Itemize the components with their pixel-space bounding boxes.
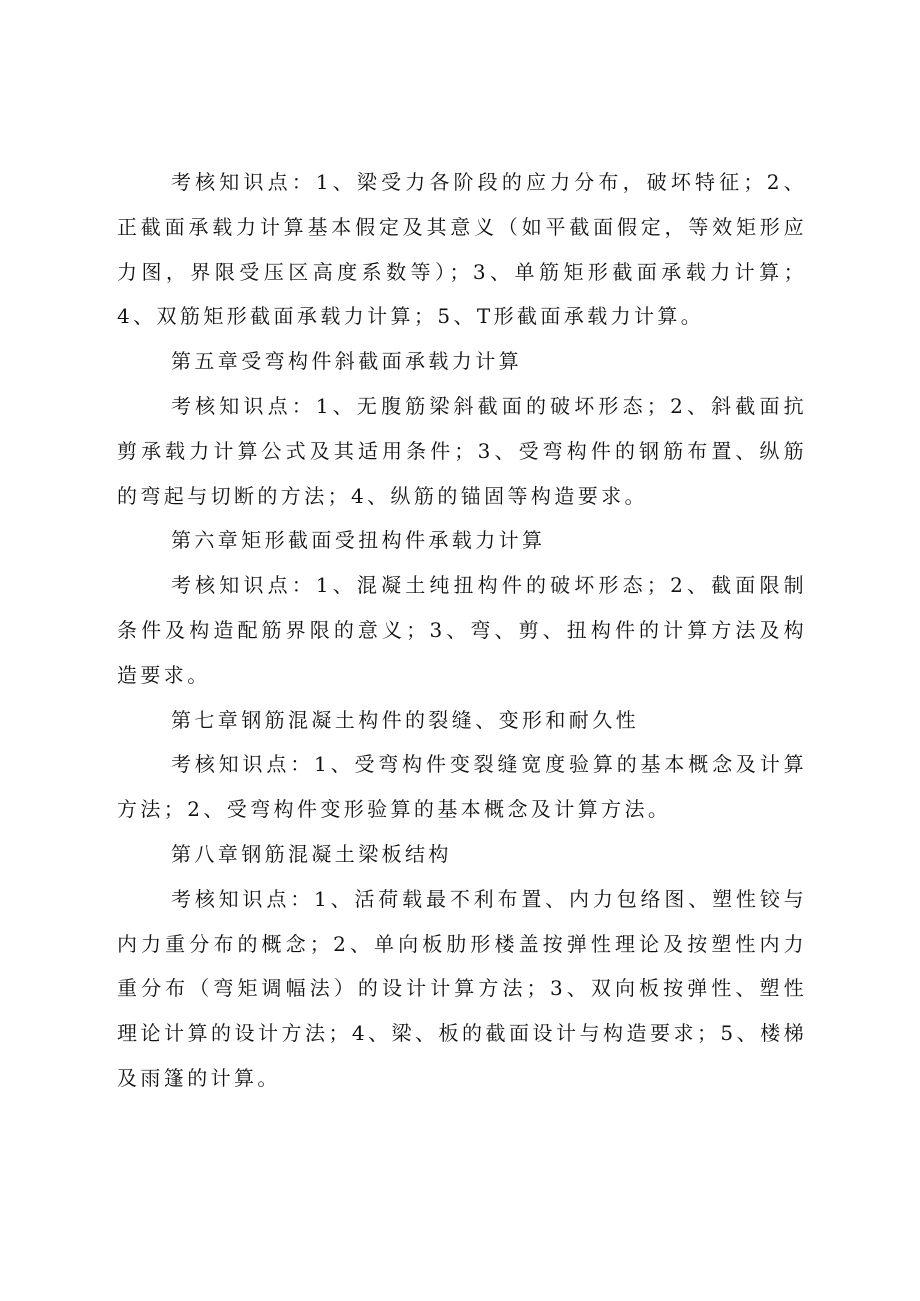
chapter8-knowledge-points: 考核知识点：1、活荷载最不利布置、内力包络图、塑性铰与内力重分布的概念；2、单向板肋形楼盖按弹性理论及按塑性内力重分布（弯矩调幅法）的设计计算方法；3、双向板按弹性、塑性理论计算的设计方法；4、梁、板的截面设计与构造要求；5、楼梯及雨篷的计算。: [117, 886, 807, 1090]
chapter5-knowledge-points: 考核知识点：1、无腹筋梁斜截面的破坏形态；2、斜截面抗剪承载力计算公式及其适用条件；3、受弯构件的钢筋布置、纵筋的弯起与切断的方法；4、纵筋的锚固等构造要求。: [117, 393, 807, 508]
chapter7-heading: 第七章钢筋混凝土构件的裂缝、变形和耐久性: [171, 707, 639, 732]
chapter6-knowledge-points: 考核知识点：1、混凝土纯扭构件的破坏形态；2、截面限制条件及构造配筋界限的意义；3、弯、剪、扭构件的计算方法及构造要求。: [117, 573, 807, 687]
document-body: [117, 160, 807, 1101]
chapter5-heading: 第五章受弯构件斜截面承载力计算: [171, 349, 522, 374]
chapter7-knowledge-points: 考核知识点：1、受弯构件变裂缝宽度验算的基本概念及计算方法；2、受弯构件变形验算的基本概念及计算方法。: [117, 752, 807, 822]
chapter8-heading: 第八章钢筋混凝土梁板结构: [171, 841, 452, 866]
chapter6-heading: 第六章矩形截面受扭构件承载力计算: [171, 528, 546, 553]
chapter4-knowledge-points: 考核知识点：1、梁受力各阶段的应力分布，破坏特征；2、正截面承载力计算基本假定及其意义（如平截面假定，等效矩形应力图，界限受压区高度系数等）；3、单筋矩形截面承载力计算；4、双筋矩形截面承载力计算；5、T形截面承载力计算。: [117, 170, 807, 329]
